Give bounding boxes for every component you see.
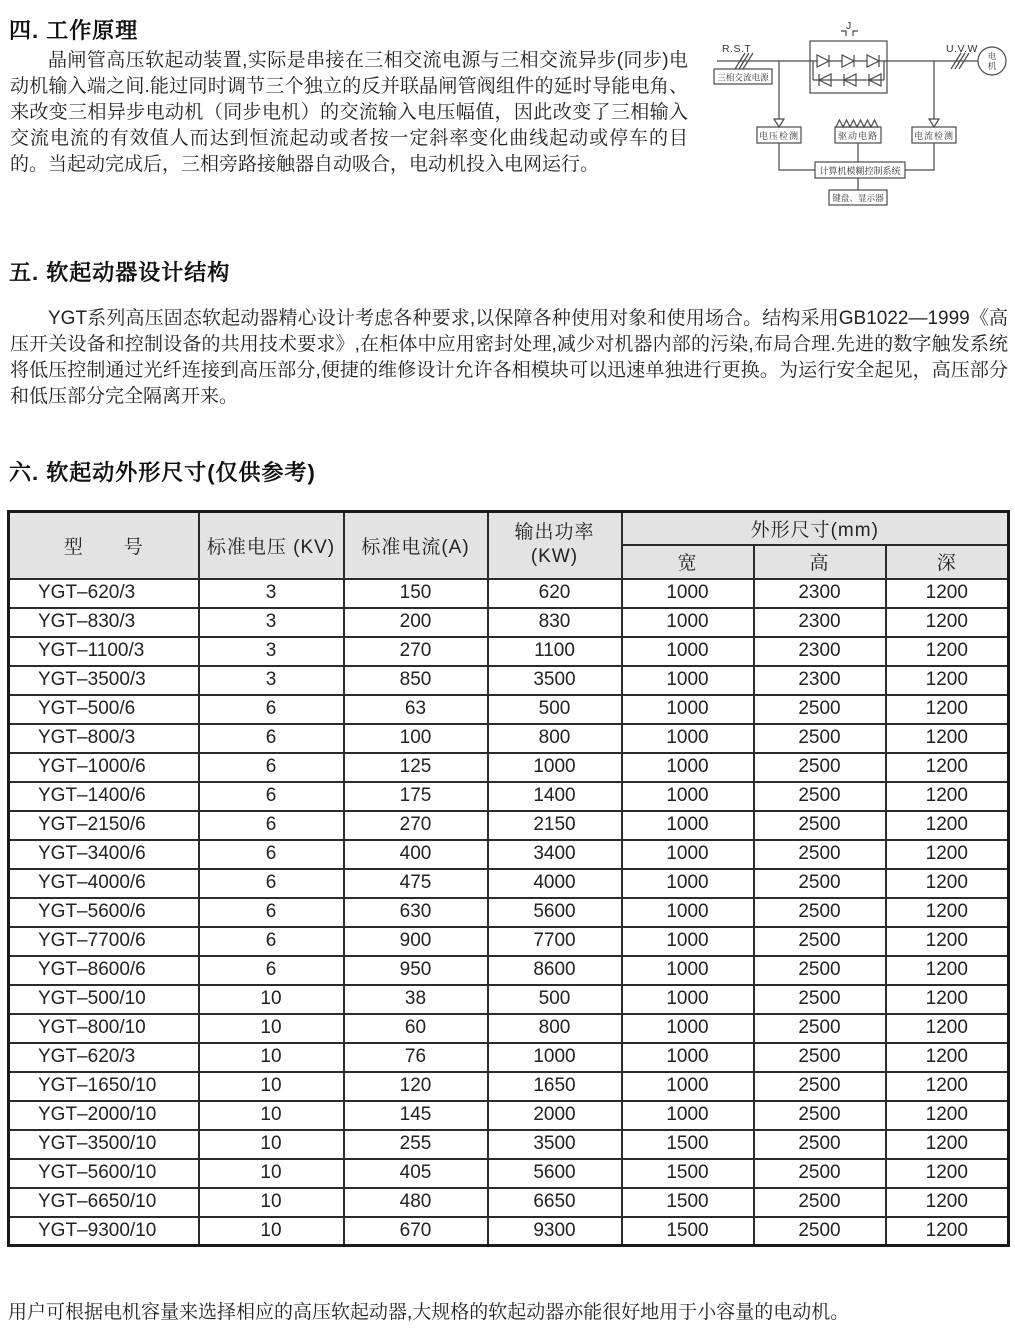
value-cell: 6 [199, 869, 344, 898]
contactor-j-label: J [846, 20, 852, 32]
table-row [9, 898, 1009, 927]
section5-paragraph: YGT系列高压固态软起动器精心设计考虑各种要求,以保障各种使用对象和使用场合。结构采用GB1022—1999《高压开关设备和控制设备的共用技术要求》,在柜体中应用密封处理,减少对机器内部的污染,布局合理.先进的数字触发系统将低压控制通过光纤连接到高压部分,便捷的维修设计允许各相模块可以迅速单独进行更换。为运行安全起见，高压部分和低压部分完全隔离开来。 [10, 308, 1008, 407]
circuit-diagram-svg [702, 10, 1012, 215]
table-row [9, 579, 1009, 608]
value-cell: 1200 [886, 898, 1009, 927]
value-cell: 2500 [754, 840, 886, 869]
table-row [9, 608, 1009, 637]
table-row [9, 1072, 1009, 1101]
model-cell: YGT–800/3 [9, 724, 199, 753]
value-cell: 500 [488, 985, 622, 1014]
table-row [9, 782, 1009, 811]
model-cell: YGT–2000/10 [9, 1101, 199, 1130]
value-cell: 10 [199, 1014, 344, 1043]
motor-label-2: 机 [987, 61, 997, 71]
value-cell: 1200 [886, 811, 1009, 840]
value-cell: 1000 [622, 1043, 754, 1072]
value-cell: 6 [199, 898, 344, 927]
value-cell: 1000 [622, 637, 754, 666]
value-cell: 10 [199, 1188, 344, 1217]
value-cell: 1000 [488, 1043, 622, 1072]
value-cell: 1000 [622, 1101, 754, 1130]
value-cell: 1200 [886, 695, 1009, 724]
value-cell: 1200 [886, 724, 1009, 753]
value-cell: 1000 [622, 927, 754, 956]
table-row [9, 985, 1009, 1014]
value-cell: 1200 [886, 579, 1009, 608]
model-cell: YGT–3500/3 [9, 666, 199, 695]
model-cell: YGT–620/3 [9, 1043, 199, 1072]
value-cell: 2300 [754, 666, 886, 695]
value-cell: 10 [199, 1072, 344, 1101]
value-cell: 2500 [754, 898, 886, 927]
value-cell: 1200 [886, 1101, 1009, 1130]
power-header-line1: 输出功率 [514, 522, 595, 544]
value-cell: 1000 [622, 956, 754, 985]
value-cell: 2500 [754, 695, 886, 724]
value-cell: 2500 [754, 753, 886, 782]
table-row [9, 1217, 1009, 1246]
col-header-depth: 深 [886, 545, 1009, 579]
model-cell: YGT–620/3 [9, 579, 199, 608]
table-row [9, 637, 1009, 666]
model-cell: YGT–3400/6 [9, 840, 199, 869]
table-row [9, 724, 1009, 753]
value-cell: 1200 [886, 956, 1009, 985]
col-header-width: 宽 [622, 545, 754, 579]
model-cell: YGT–6650/10 [9, 1188, 199, 1217]
value-cell: 270 [344, 637, 488, 666]
value-cell: 5600 [488, 1159, 622, 1188]
value-cell: 500 [488, 695, 622, 724]
value-cell: 7700 [488, 927, 622, 956]
value-cell: 2500 [754, 1188, 886, 1217]
value-cell: 6 [199, 695, 344, 724]
value-cell: 1500 [622, 1217, 754, 1246]
model-cell: YGT–1100/3 [9, 637, 199, 666]
value-cell: 950 [344, 956, 488, 985]
value-cell: 10 [199, 1159, 344, 1188]
value-cell: 1500 [622, 1159, 754, 1188]
table-row [9, 956, 1009, 985]
table-row [9, 666, 1009, 695]
motor-label-1: 电 [987, 51, 997, 61]
col-header-model: 型 号 [9, 512, 199, 579]
value-cell: 6650 [488, 1188, 622, 1217]
value-cell: 2500 [754, 1217, 886, 1246]
value-cell: 1000 [622, 724, 754, 753]
uvw-label: U.V.W [946, 43, 978, 55]
value-cell: 1500 [622, 1130, 754, 1159]
col-header-height: 高 [754, 545, 886, 579]
value-cell: 1200 [886, 1014, 1009, 1043]
value-cell: 125 [344, 753, 488, 782]
value-cell: 1200 [886, 637, 1009, 666]
value-cell: 480 [344, 1188, 488, 1217]
value-cell: 830 [488, 608, 622, 637]
table-row [9, 1188, 1009, 1217]
value-cell: 2500 [754, 1159, 886, 1188]
col-header-power [488, 512, 622, 579]
value-cell: 10 [199, 1130, 344, 1159]
value-cell: 145 [344, 1101, 488, 1130]
connector-line [779, 143, 815, 170]
section5-heading: 五. 软起动器设计结构 [9, 260, 231, 285]
value-cell: 6 [199, 753, 344, 782]
value-cell: 2500 [754, 724, 886, 753]
value-cell: 2150 [488, 811, 622, 840]
value-cell: 400 [344, 840, 488, 869]
value-cell: 1200 [886, 608, 1009, 637]
value-cell: 2500 [754, 985, 886, 1014]
value-cell: 10 [199, 985, 344, 1014]
value-cell: 2500 [754, 1014, 886, 1043]
current-detect-label: 电流检测 [913, 131, 955, 141]
value-cell: 76 [344, 1043, 488, 1072]
value-cell: 2500 [754, 811, 886, 840]
value-cell: 1200 [886, 1072, 1009, 1101]
value-cell: 850 [344, 666, 488, 695]
value-cell: 1200 [886, 927, 1009, 956]
value-cell: 1200 [886, 985, 1009, 1014]
value-cell: 1200 [886, 1217, 1009, 1246]
value-cell: 2500 [754, 927, 886, 956]
thyristor-row-top [817, 55, 879, 67]
value-cell: 1100 [488, 637, 622, 666]
value-cell: 1000 [622, 1072, 754, 1101]
model-cell: YGT–7700/6 [9, 927, 199, 956]
col-header-dimensions-group: 外形尺寸(mm) [622, 512, 1009, 545]
control-system-label: 计算机模糊控制系统 [819, 166, 901, 176]
value-cell: 3 [199, 637, 344, 666]
value-cell: 2500 [754, 956, 886, 985]
table-row [9, 695, 1009, 724]
value-cell: 120 [344, 1072, 488, 1101]
value-cell: 670 [344, 1217, 488, 1246]
value-cell: 60 [344, 1014, 488, 1043]
value-cell: 175 [344, 782, 488, 811]
value-cell: 5600 [488, 898, 622, 927]
connector-line [905, 143, 934, 170]
value-cell: 270 [344, 811, 488, 840]
value-cell: 1200 [886, 840, 1009, 869]
value-cell: 900 [344, 927, 488, 956]
footnote-text: 用户可根据电机容量来选择相应的高压软起动器,大规格的软起动器亦能很好地用于小容量的电动机。 [8, 1302, 850, 1323]
keyboard-display-label: 键盘、显示器 [832, 193, 884, 203]
value-cell: 1000 [622, 898, 754, 927]
model-cell: YGT–2150/6 [9, 811, 199, 840]
value-cell: 1200 [886, 666, 1009, 695]
model-cell: YGT–4000/6 [9, 869, 199, 898]
value-cell: 3 [199, 608, 344, 637]
value-cell: 4000 [488, 869, 622, 898]
dimensions-table [7, 510, 1010, 1247]
table-row [9, 1043, 1009, 1072]
value-cell: 1000 [622, 666, 754, 695]
drive-circuit-label: 驱动电路 [837, 131, 879, 141]
gate-pulse-triangles [836, 120, 878, 127]
value-cell: 100 [344, 724, 488, 753]
value-cell: 10 [199, 1217, 344, 1246]
value-cell: 1000 [488, 753, 622, 782]
value-cell: 3400 [488, 840, 622, 869]
value-cell: 3 [199, 666, 344, 695]
value-cell: 3500 [488, 1130, 622, 1159]
value-cell: 2500 [754, 1072, 886, 1101]
model-cell: YGT–9300/10 [9, 1217, 199, 1246]
value-cell: 1200 [886, 782, 1009, 811]
power-header-line2: (KW) [530, 546, 579, 568]
table-row [9, 1014, 1009, 1043]
value-cell: 200 [344, 608, 488, 637]
value-cell: 1000 [622, 753, 754, 782]
col-header-voltage: 标准电压 (KV) [199, 512, 344, 579]
model-cell: YGT–800/10 [9, 1014, 199, 1043]
value-cell: 6 [199, 927, 344, 956]
value-cell: 2500 [754, 1043, 886, 1072]
value-cell: 1650 [488, 1072, 622, 1101]
col-header-current: 标准电流(A) [344, 512, 488, 579]
value-cell: 1200 [886, 1130, 1009, 1159]
thyristor-module-box [810, 41, 887, 93]
value-cell: 405 [344, 1159, 488, 1188]
model-cell: YGT–8600/6 [9, 956, 199, 985]
table-row [9, 869, 1009, 898]
down-arrow-icon [774, 119, 784, 127]
value-cell: 2500 [754, 782, 886, 811]
value-cell: 10 [199, 1101, 344, 1130]
model-cell: YGT–830/3 [9, 608, 199, 637]
value-cell: 1000 [622, 985, 754, 1014]
table-row [9, 753, 1009, 782]
voltage-detect-label: 电压检测 [758, 131, 800, 141]
power-source-label: 三相交流电源 [717, 72, 769, 83]
value-cell: 255 [344, 1130, 488, 1159]
value-cell: 1000 [622, 608, 754, 637]
value-cell: 2500 [754, 869, 886, 898]
value-cell: 6 [199, 956, 344, 985]
value-cell: 620 [488, 579, 622, 608]
value-cell: 1000 [622, 695, 754, 724]
table-row [9, 927, 1009, 956]
circuit-diagram [702, 10, 1012, 215]
value-cell: 1200 [886, 753, 1009, 782]
table-body [9, 579, 1009, 1246]
value-cell: 1000 [622, 1014, 754, 1043]
value-cell: 1200 [886, 869, 1009, 898]
value-cell: 1400 [488, 782, 622, 811]
model-cell: YGT–1650/10 [9, 1072, 199, 1101]
value-cell: 6 [199, 840, 344, 869]
value-cell: 2000 [488, 1101, 622, 1130]
model-cell: YGT–1000/6 [9, 753, 199, 782]
value-cell: 1000 [622, 869, 754, 898]
table-row [9, 1159, 1009, 1188]
value-cell: 475 [344, 869, 488, 898]
model-cell: YGT–500/10 [9, 985, 199, 1014]
rst-label: R.S.T [722, 43, 752, 55]
value-cell: 630 [344, 898, 488, 927]
down-arrow-icon [929, 119, 939, 127]
model-cell: YGT–1400/6 [9, 782, 199, 811]
value-cell: 1200 [886, 1159, 1009, 1188]
value-cell: 63 [344, 695, 488, 724]
value-cell: 800 [488, 1014, 622, 1043]
value-cell: 2500 [754, 1130, 886, 1159]
value-cell: 3500 [488, 666, 622, 695]
value-cell: 6 [199, 782, 344, 811]
value-cell: 800 [488, 724, 622, 753]
value-cell: 3 [199, 579, 344, 608]
value-cell: 8600 [488, 956, 622, 985]
model-cell: YGT–5600/6 [9, 898, 199, 927]
model-cell: YGT–500/6 [9, 695, 199, 724]
section6-heading: 六. 软起动外形尺寸(仅供参考) [9, 460, 316, 485]
section4-heading: 四. 工作原理 [9, 18, 139, 43]
table-row [9, 1101, 1009, 1130]
value-cell: 1000 [622, 782, 754, 811]
value-cell: 2300 [754, 608, 886, 637]
value-cell: 150 [344, 579, 488, 608]
model-cell: YGT–3500/10 [9, 1130, 199, 1159]
model-cell: YGT–5600/10 [9, 1159, 199, 1188]
table-row [9, 811, 1009, 840]
value-cell: 1200 [886, 1043, 1009, 1072]
value-cell: 10 [199, 1043, 344, 1072]
value-cell: 9300 [488, 1217, 622, 1246]
value-cell: 1200 [886, 1188, 1009, 1217]
value-cell: 2300 [754, 579, 886, 608]
value-cell: 2300 [754, 637, 886, 666]
value-cell: 1000 [622, 579, 754, 608]
value-cell: 1000 [622, 840, 754, 869]
table-row [9, 840, 1009, 869]
value-cell: 2500 [754, 1101, 886, 1130]
value-cell: 6 [199, 724, 344, 753]
value-cell: 6 [199, 811, 344, 840]
section4-paragraph: 晶闸管高压软起动装置,实际是串接在三相交流电源与三相交流异步(同步)电动机输入端之间.能过同时调节三个独立的反并联晶闸管阀组件的延时导能电角、来改变三相异步电动机（同步电机）的交流输入电压幅值，因此改变了三相输入交流电流的有效值人而达到恒流起动或者按一定斜率变化曲线起动或停车的目的。当起动完成后，三相旁路接触器自动吸合，电动机投入电网运行。 [10, 50, 688, 175]
value-cell: 1500 [622, 1188, 754, 1217]
value-cell: 1000 [622, 811, 754, 840]
value-cell: 38 [344, 985, 488, 1014]
table-row [9, 1130, 1009, 1159]
